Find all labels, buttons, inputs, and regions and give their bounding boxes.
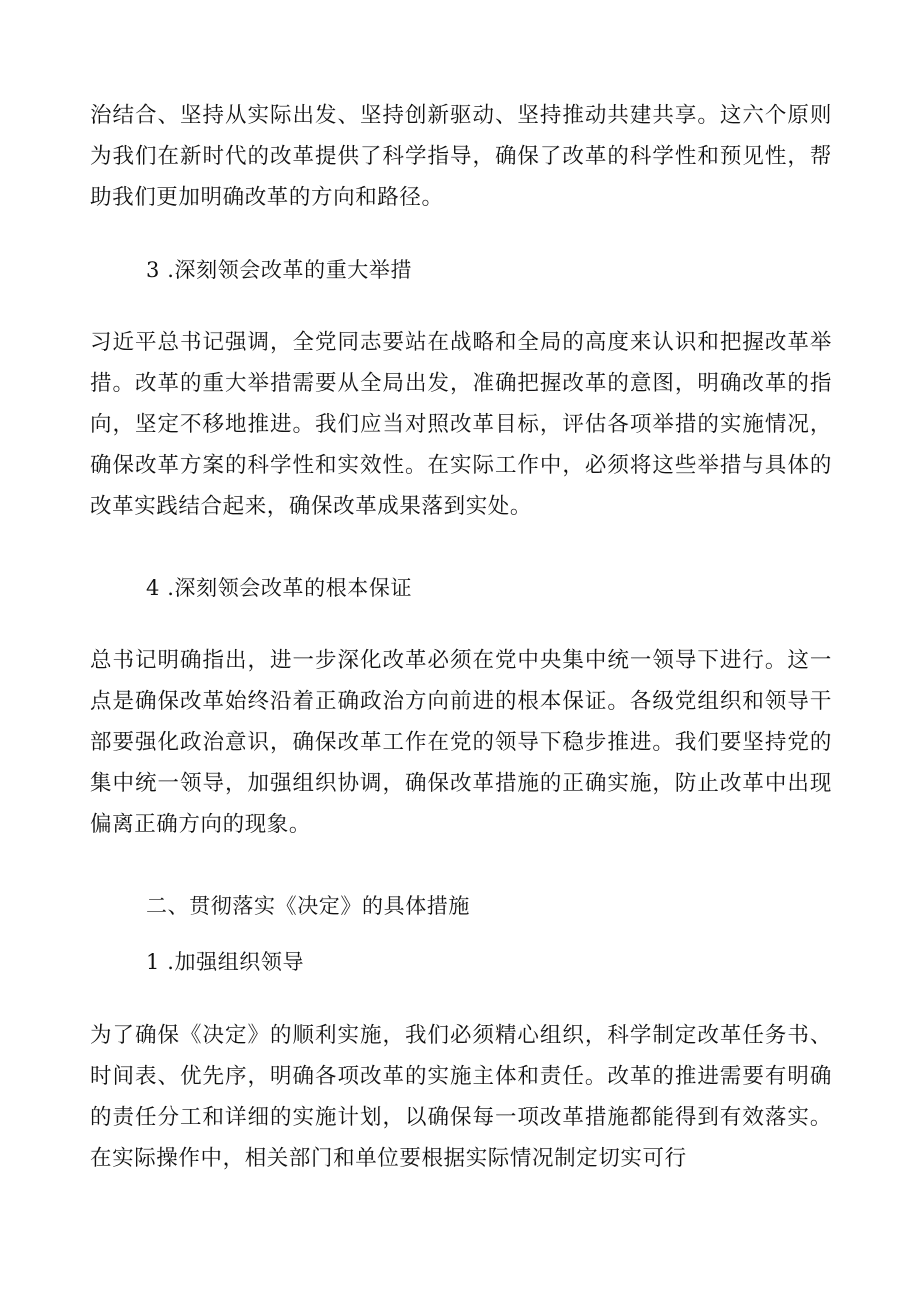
paragraph-text: 治结合、坚持从实际出发、坚持创新驱动、坚持推动共建共享。这六个原则为我们在新时代的改革提供了科学指导，确保了改革的科学性和预见性，帮助我们更加明确改革的方向和路径。	[90, 103, 832, 210]
heading-major-measures	[90, 250, 832, 291]
heading-text: 二、贯彻落实《决定》的具体措施	[146, 894, 470, 918]
heading-text: 3 .深刻领会改革的重大举措	[146, 258, 413, 282]
heading-text: 4 .深刻领会改革的根本保证	[146, 576, 413, 600]
heading-text: 1 .加强组织领导	[146, 950, 305, 974]
heading-fundamental-guarantee	[90, 568, 832, 609]
paragraph-fundamental-guarantee	[90, 640, 832, 845]
paragraph-major-measures	[90, 322, 832, 527]
section-heading-measures	[90, 886, 832, 927]
paragraph-text: 习近平总书记强调，全党同志要站在战略和全局的高度来认识和把握改革举措。改革的重大举措需要从全局出发，准确把握改革的意图，明确改革的指向，坚定不移地推进。我们应当对照改革目标，评估各项举措的实施情况，确保改革方案的科学性和实效性。在实际工作中，必须将这些举措与具体的改革实践结合起来，确保改革成果落到实处。	[90, 330, 832, 519]
heading-organization	[90, 942, 832, 983]
paragraph-text: 为了确保《决定》的顺利实施，我们必须精心组织，科学制定改革任务书、时间表、优先序，明确各项改革的实施主体和责任。改革的推进需要有明确的责任分工和详细的实施计划，以确保每一项改革措施都能得到有效落实。在实际操作中，相关部门和单位要根据实际情况制定切实可行	[90, 1023, 832, 1171]
paragraph-organization	[90, 1015, 832, 1179]
paragraph-text: 总书记明确指出，进一步深化改革必须在党中央集中统一领导下进行。这一点是确保改革始终沿着正确政治方向前进的根本保证。各级党组织和领导干部要强化政治意识，确保改革工作在党的领导下稳步推进。我们要坚持党的集中统一领导，加强组织协调，确保改革措施的正确实施，防止改革中出现偏离正确方向的现象。	[90, 648, 832, 837]
paragraph-principles	[90, 95, 832, 218]
